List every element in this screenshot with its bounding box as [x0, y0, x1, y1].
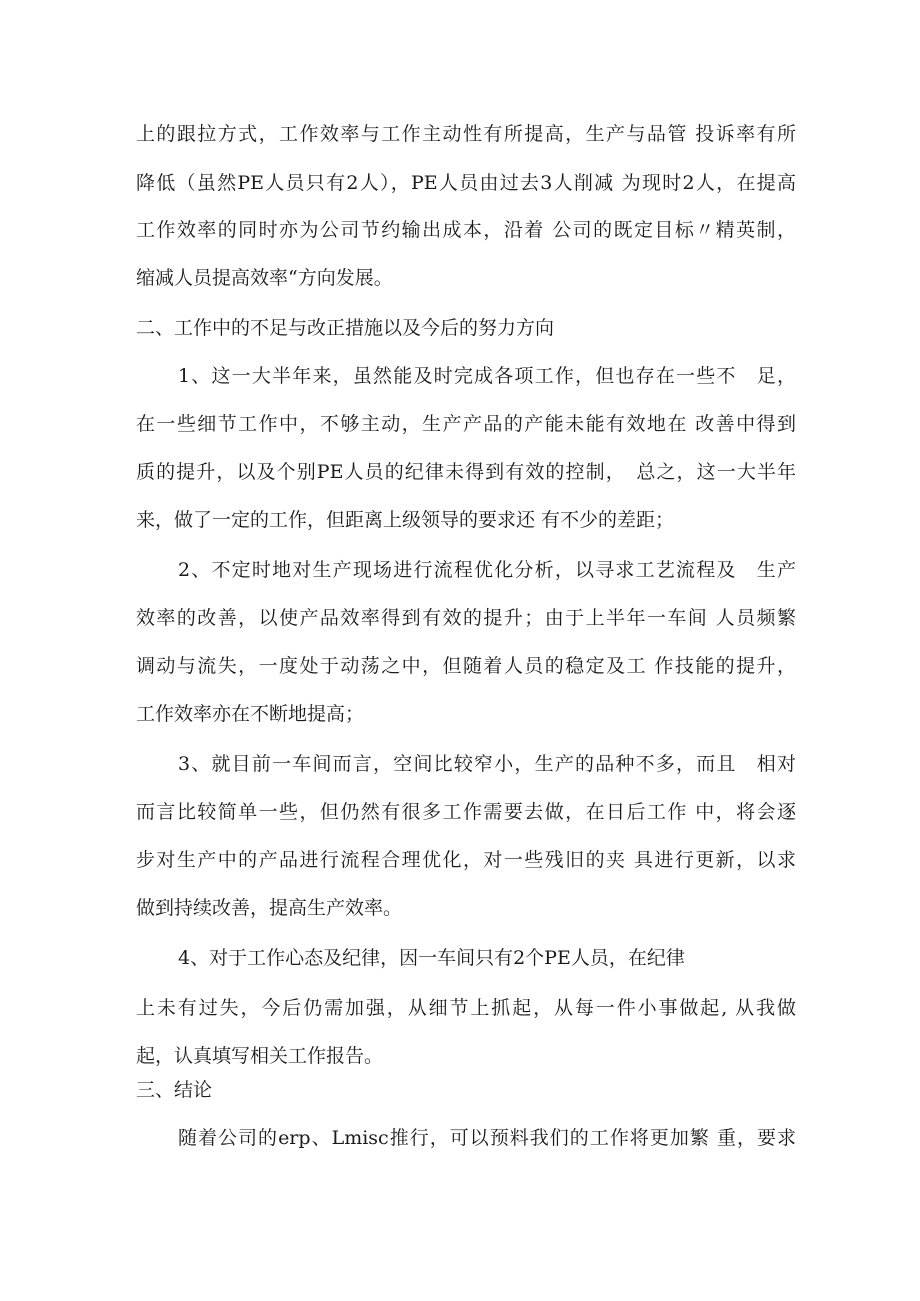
- paragraph-line: 步对生产中的产品进行流程合理优化，对一些残旧的夹 具进行更新，以求: [136, 849, 796, 871]
- paragraph-line: 4、对于工作心态及纪律，因一车间只有2个PE人员，在纪律: [178, 947, 685, 969]
- paragraph-line: 起，认真填写相关工作报告。: [136, 1045, 384, 1067]
- paragraph-line: 1、这一大半年来，虽然能及时完成各项工作，但也存在一些不 足，: [178, 365, 796, 387]
- paragraph-line: 2、不定时地对生产现场进行流程优化分析，以寻求工艺流程及 生产: [178, 559, 796, 581]
- paragraph-line: 而言比较简单一些，但仍然有很多工作需要去做，在日后工作 中，将会逐: [136, 801, 796, 823]
- paragraph-line: 做到持续改善，提高生产效率。: [136, 897, 403, 919]
- paragraph-line: 来，做了一定的工作，但距离上级领导的要求还 有不少的差距；: [136, 509, 675, 531]
- paragraph-line: 缩减人员提高效率“方向发展。: [136, 267, 393, 289]
- paragraph-line: 在一些细节工作中，不够主动，生产产品的产能未能有效地在 改善中得到: [136, 413, 796, 435]
- paragraph-line: 效率的改善，以使产品效率得到有效的提升；由于上半年一车间 人员频繁: [136, 607, 796, 629]
- paragraph-line: 上未有过失，今后仍需加强，从细节上抓起，从每一件小事做起, 从我做: [136, 997, 796, 1019]
- section-heading-2: 二、工作中的不足与改正措施以及今后的努力方向: [136, 317, 555, 339]
- paragraph-line: 随着公司的erp、Lmisc推行，可以预料我们的工作将更加繁 重，要求: [178, 1127, 796, 1149]
- paragraph-line: 3、就目前一车间而言，空间比较窄小，生产的品种不多，而且 相对: [178, 753, 796, 775]
- paragraph-line: 工作效率的同时亦为公司节约输出成本，沿着 公司的既定目标〃精英制，: [136, 219, 796, 241]
- paragraph-line: 调动与流失，一度处于动荡之中，但随着人员的稳定及工 作技能的提升，: [136, 655, 796, 677]
- paragraph-line: 工作效率亦在不断地提高；: [136, 703, 365, 725]
- paragraph-line: 质的提升，以及个别PE人员的纪律未得到有效的控制， 总之，这一大半年: [136, 461, 796, 483]
- paragraph-line: 降低（虽然PE人员只有2人），PE人员由过去3人削减 为现时2人，在提高: [136, 172, 796, 194]
- paragraph-line: 上的跟拉方式，工作效率与工作主动性有所提高，生产与品管 投诉率有所: [136, 123, 796, 145]
- section-heading-3: 三、结论: [136, 1079, 213, 1101]
